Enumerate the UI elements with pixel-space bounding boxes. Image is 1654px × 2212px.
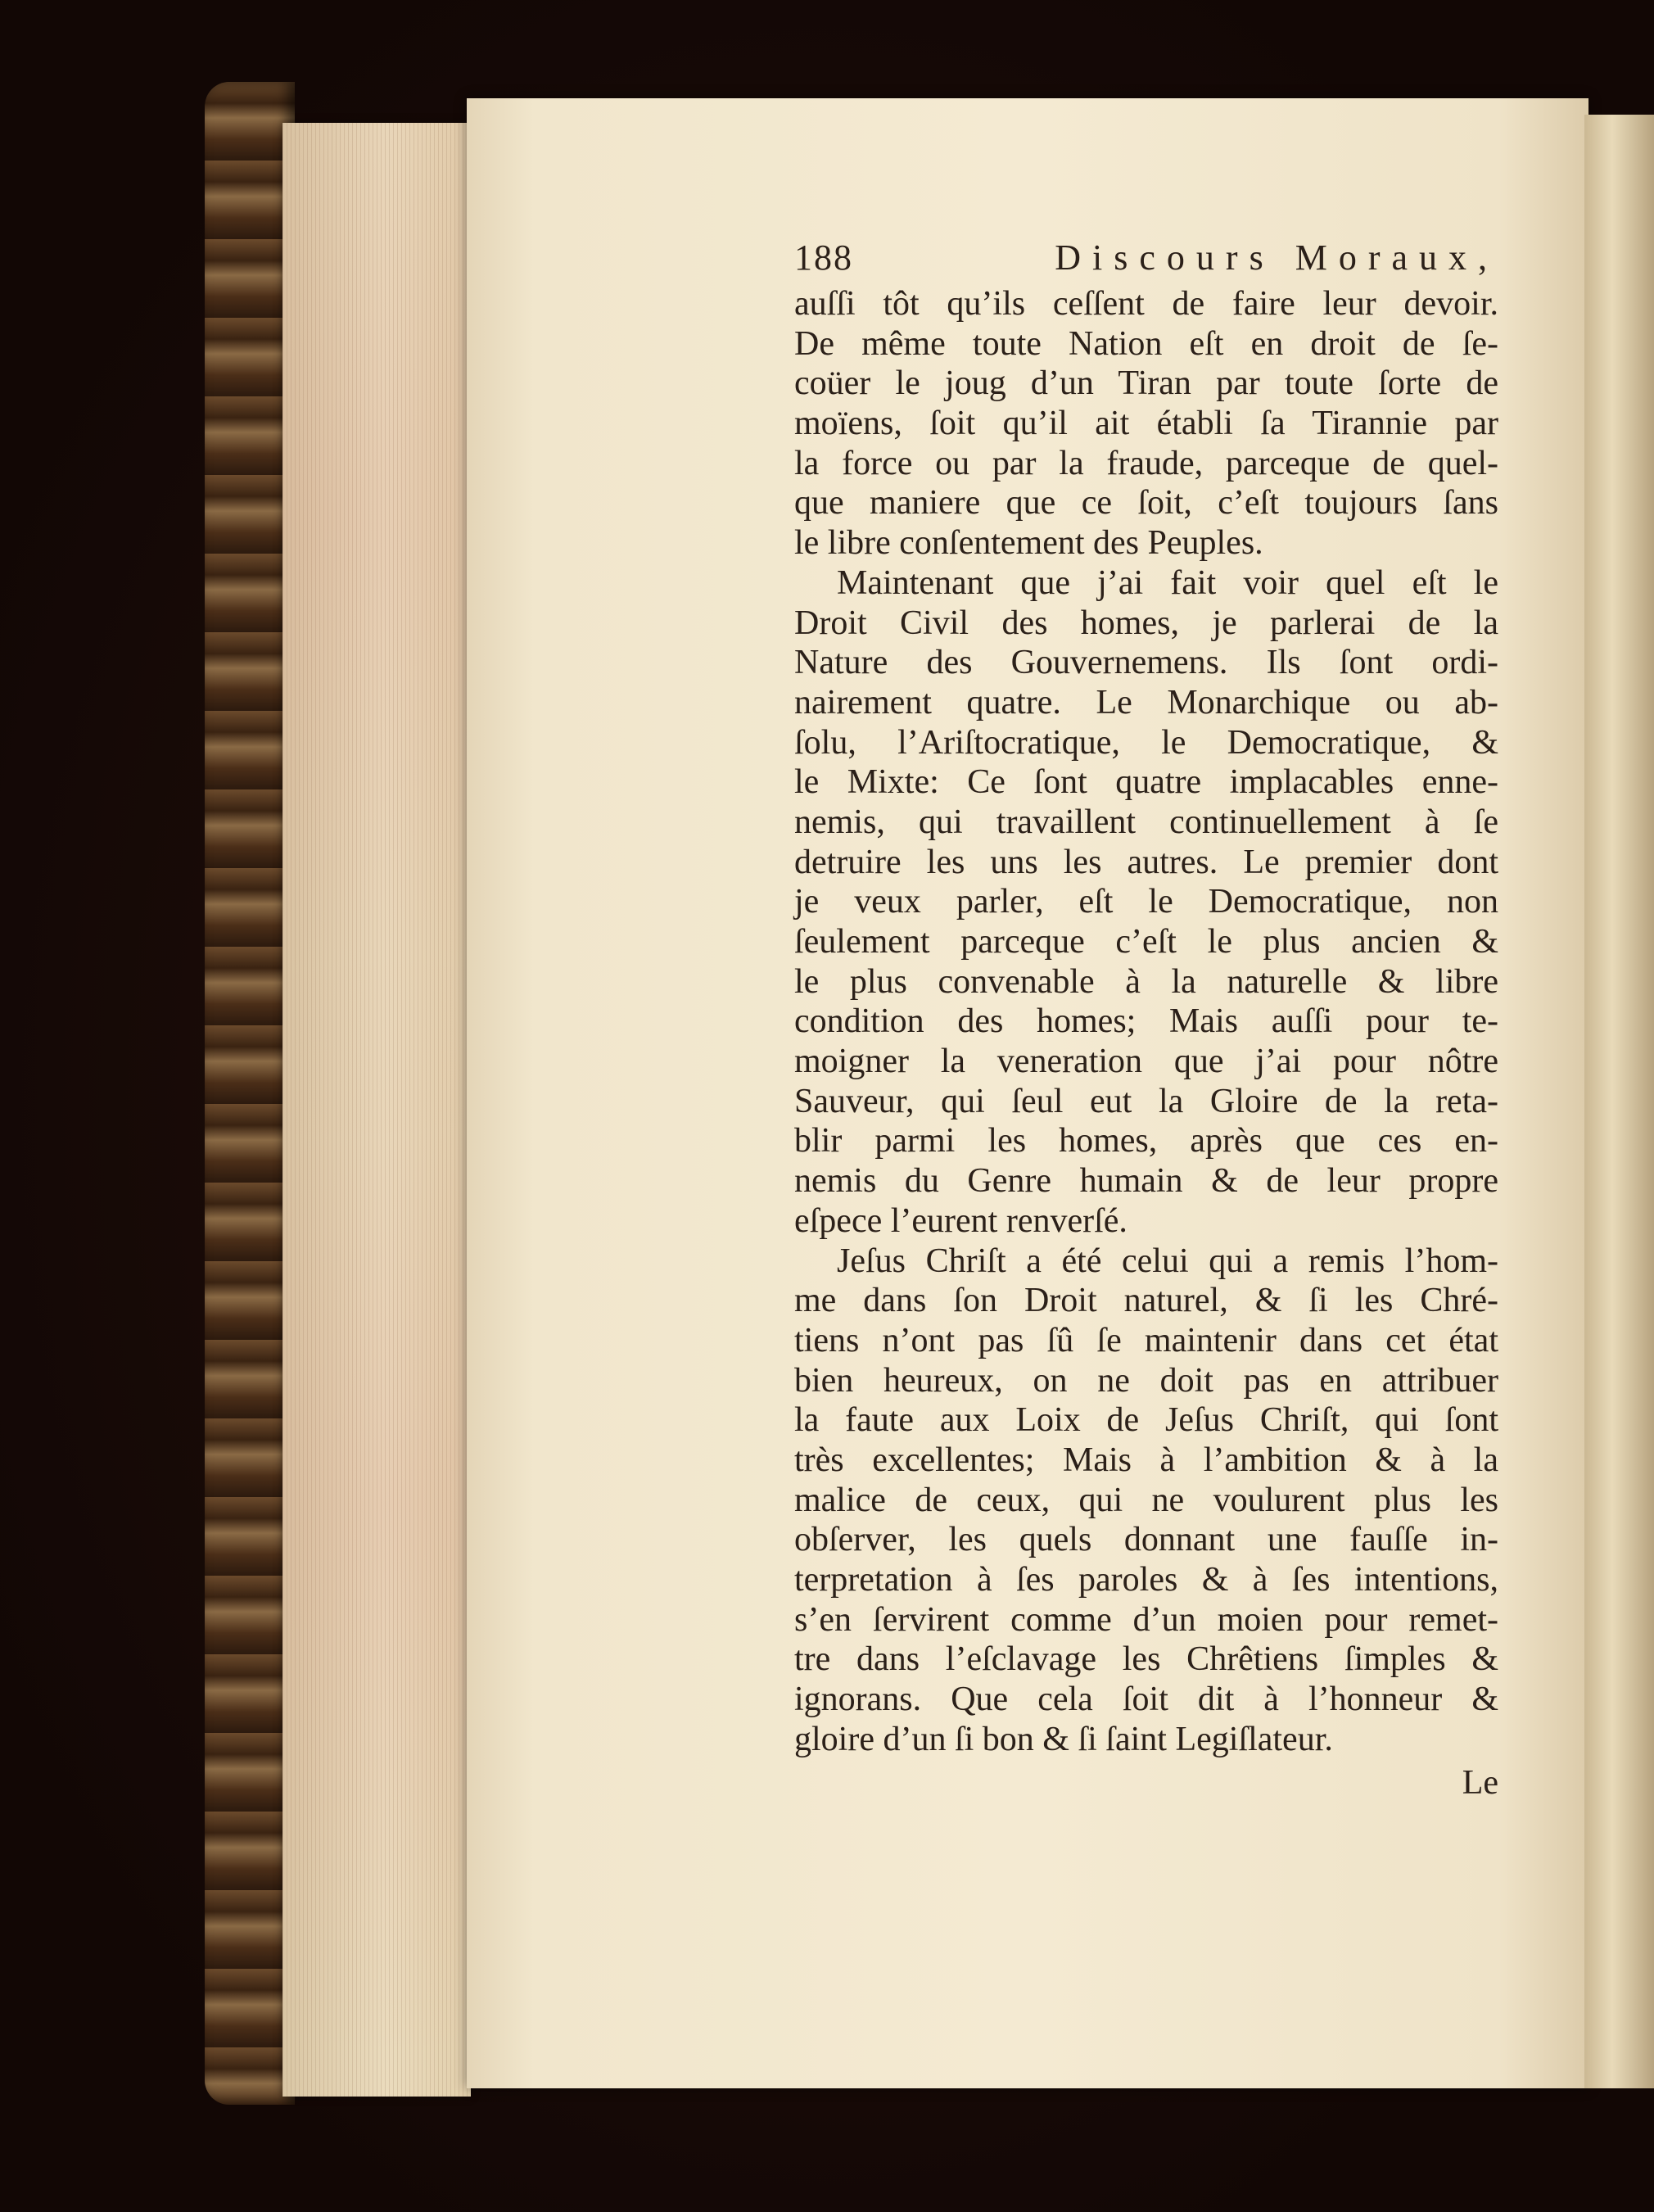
text-line: Droit Civil des homes, je parlerai de la [794,604,1498,642]
text-line: condition des homes; Mais auſſi pour te- [794,1002,1498,1041]
text-line: coüer le joug d’un Tiran par toute ſorte de [794,364,1498,403]
text-line: blir parmi les homes, après que ces en- [794,1122,1498,1160]
text-line: bien heureux, on ne doit pas en attribuer [794,1361,1498,1400]
text-line: tre dans l’eſclavage les Chrêtiens ſimples & [794,1640,1498,1679]
text-line: ſolu, l’Ariſtocratique, le Democratique, & [794,723,1498,762]
text-line: terpretation à ſes paroles & à ſes intentions, [794,1561,1498,1599]
text-line: nairement quatre. Le Monarchique ou ab- [794,683,1498,722]
text-line: ignorans. Que cela ſoit dit à l’honneur & [794,1680,1498,1719]
text-line: très excellentes; Mais à l’ambition & à la [794,1441,1498,1479]
text-line: moigner la veneration que j’ai pour nôtre [794,1043,1498,1081]
paragraph-3 [794,1242,1498,1760]
page-text [794,233,1498,1803]
text-line: Nature des Gouvernemens. Ils ſont ordi- [794,644,1498,682]
text-line: Sauveur, qui ſeul eut la Gloire de la reta- [794,1082,1498,1120]
text-line: nemis du Genre humain & de leur propre [794,1162,1498,1201]
text-line: le plus convenable à la naturelle & libre [794,962,1498,1001]
text-line: la force ou par la fraude, parceque de quel- [794,444,1498,482]
text-line: eſpece l’eurent renverſé. [794,1201,1128,1240]
text-line: moïens, ſoit qu’il ait établi ſa Tirannie par [794,405,1498,443]
text-line: tiens n’ont pas ſû ſe maintenir dans cet état [794,1321,1498,1359]
text-line: le Mixte: Ce ſont quatre implacables enne- [794,763,1498,802]
running-head [794,233,1498,283]
text-line: nemis, qui travaillent continuellement à ſe [794,803,1498,841]
text-line: De même toute Nation eſt en droit de ſe- [794,324,1498,363]
text-line: obſerver, les quels donnant une fauſſe in- [794,1521,1498,1559]
text-line: auſſi tôt qu’ils ceſſent de faire leur devoir. [794,285,1498,323]
text-line: le libre conſentement des Peuples. [794,524,1263,563]
page-number: 188 [794,237,853,278]
text-line: la faute aux Loix de Jeſus Chriſt, qui ſont [794,1401,1498,1440]
text-line: que maniere que ce ſoit, c’eſt toujours ſans [794,484,1498,522]
page-edges [282,123,471,2097]
text-line: me dans ſon Droit naturel, & ſi les Chré- [794,1282,1498,1320]
text-line: Maintenant que j’ai fait voir quel eſt le [837,563,1498,602]
text-line: gloire d’un ſi bon & ſi ſaint Legiſlateur. [794,1720,1333,1758]
facing-page-edge [1584,115,1654,2088]
paragraph-1 [794,284,1498,563]
text-line: je veux parler, eſt le Democratique, non [794,883,1498,921]
book-spine [205,82,295,2105]
text-line: malice de ceux, qui ne voulurent plus les [794,1481,1498,1519]
text-line: Jeſus Chriſt a été celui qui a remis l’hom- [837,1242,1498,1280]
running-title: Discours Moraux, [1055,237,1498,278]
text-line: ſeulement parceque c’eſt le plus ancien & [794,923,1498,961]
text-line: detruire les uns les autres. Le premier dont [794,843,1498,881]
catchword: Le [1462,1764,1498,1803]
text-line: s’en ſervirent comme d’un moien pour remet- [794,1600,1498,1639]
paragraph-2 [794,563,1498,1242]
